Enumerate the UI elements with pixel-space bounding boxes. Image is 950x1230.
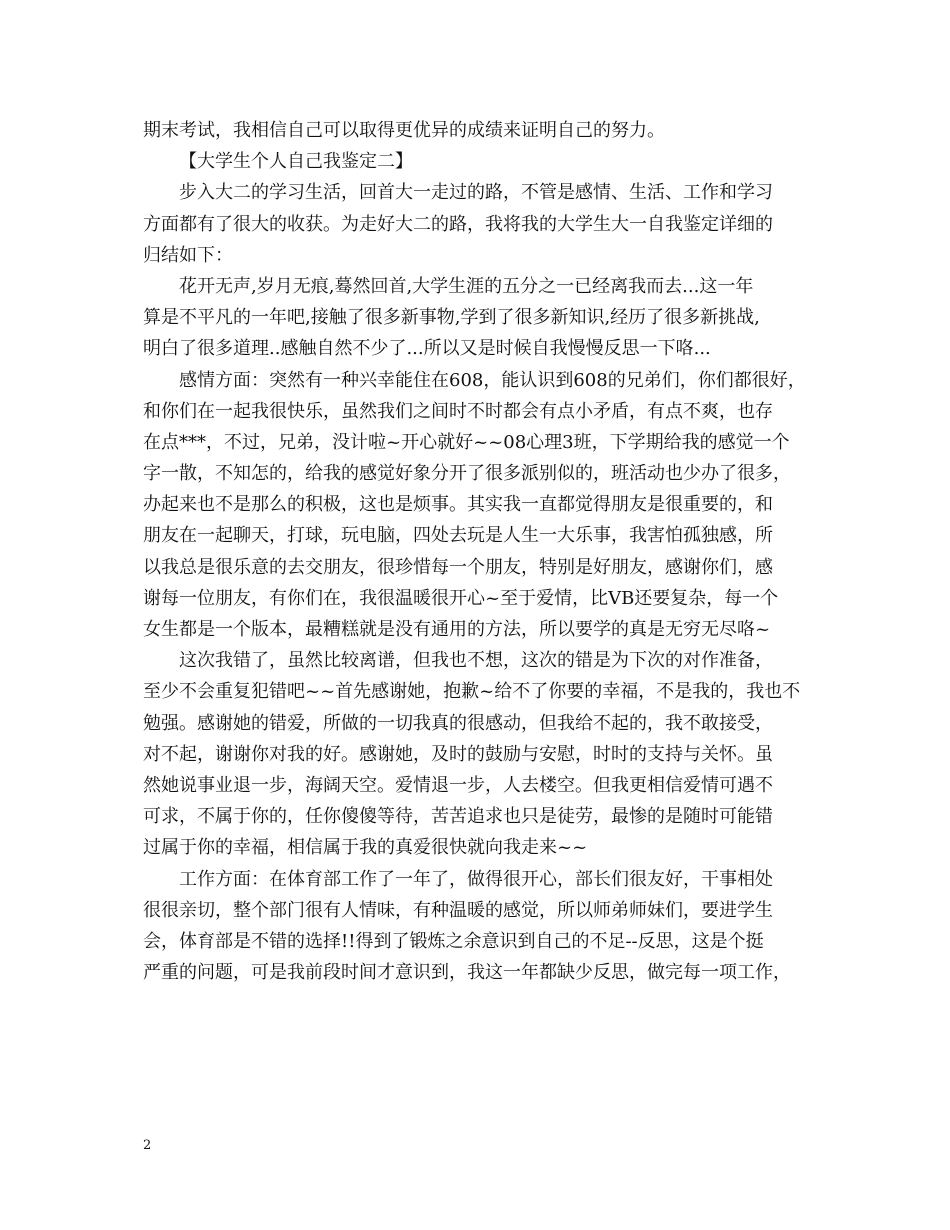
page-number: 2 xyxy=(143,1138,152,1153)
text-line: 严重的问题，可是我前段时间才意识到，我这一年都缺少反思，做完每一项工作， xyxy=(143,962,791,984)
text-line: 步入大二的学习生活，回首大一走过的路，不管是感情、生活、工作和学习 xyxy=(179,182,773,204)
text-line: 过属于你的幸福，相信属于我的真爱很快就向我走来~~ xyxy=(143,837,588,859)
text-line: 对不起，谢谢你对我的好。感谢她，及时的鼓励与安慰，时时的支持与关怀。虽 xyxy=(143,743,773,765)
text-line: 工作方面：在体育部工作了一年了，做得很开心，部长们很友好，干事相处 xyxy=(179,868,773,890)
text-line: 字一散，不知怎的，给我的感觉好象分开了很多派别似的，班活动也少办了很多， xyxy=(143,463,791,485)
text-line: 和你们在一起我很快乐，虽然我们之间时不时都会有点小矛盾，有点不爽，也存 xyxy=(143,400,773,422)
text-line: 明白了很多道理..感触自然不少了...所以又是时候自我慢慢反思一下咯... xyxy=(143,338,711,360)
text-line: 会，体育部是不错的选择!!得到了锻炼之余意识到自己的不足--反思，这是个挺 xyxy=(143,930,764,952)
text-line: 可求，不属于你的，任你傻傻等待，苦苦追求也只是徒劳，最惨的是随时可能错 xyxy=(143,806,773,828)
section-heading: 【大学生个人自己我鉴定二】 xyxy=(179,151,413,173)
text-line: 方面都有了很大的收获。为走好大二的路，我将我的大学生大一自我鉴定详细的 xyxy=(143,213,773,235)
text-line: 然她说事业退一步，海阔天空。爱情退一步，人去楼空。但我更相信爱情可遇不 xyxy=(143,774,773,796)
text-line: 感情方面：突然有一种兴幸能住在608，能认识到608的兄弟们，你们都很好， xyxy=(179,369,806,391)
text-line: 在点***，不过，兄弟，没计啦~开心就好~~08心理3班，下学期给我的感觉一个 xyxy=(143,431,790,453)
text-line: 这次我错了，虽然比较离谱，但我也不想，这次的错是为下次的对作准备， xyxy=(179,650,773,672)
text-line: 勉强。感谢她的错爱，所做的一切我真的很感动，但我给不起的，我不敢接受， xyxy=(143,712,773,734)
text-line: 期末考试，我相信自己可以取得更优异的成绩来证明自己的努力。 xyxy=(143,120,665,141)
text-line: 花开无声,岁月无痕,蓦然回首,大学生涯的五分之一已经离我而去...这一年 xyxy=(179,275,754,297)
text-line: 办起来也不是那么的积极，这也是烦事。其实我一直都觉得朋友是很重要的，和 xyxy=(143,494,773,516)
text-line: 女生都是一个版本，最糟糕就是没有通用的方法，所以要学的真是无穷无尽咯~ xyxy=(143,619,771,640)
text-line: 朋友在一起聊天，打球，玩电脑，四处去玩是人生一大乐事，我害怕孤独感，所 xyxy=(143,525,773,547)
text-line: 谢每一位朋友，有你们在，我很温暖很开心~至于爱情，比VB还要复杂，每一个 xyxy=(143,587,779,609)
document-body xyxy=(143,115,823,988)
text-line: 至少不会重复犯错吧~~首先感谢她，抱歉~给不了你要的幸福，不是我的，我也不 xyxy=(143,681,801,703)
text-line: 以我总是很乐意的去交朋友，很珍惜每一个朋友，特别是好朋友，感谢你们，感 xyxy=(143,556,773,578)
text-line: 很很亲切，整个部门很有人情味，有种温暖的感觉，所以师弟师妹们，要进学生 xyxy=(143,899,773,921)
text-line: 算是不平凡的一年吧,接触了很多新事物,学到了很多新知识,经历了很多新挑战, xyxy=(143,307,760,329)
text-line: 归结如下： xyxy=(143,244,233,266)
